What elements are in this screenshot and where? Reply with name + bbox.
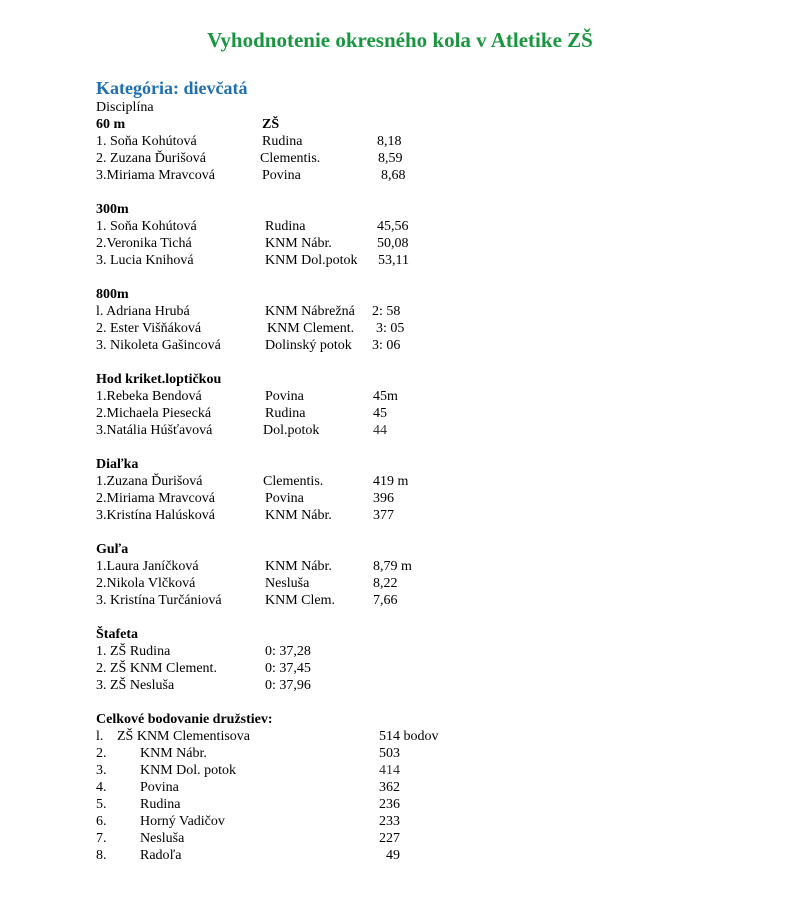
rank: 3. [96,763,107,778]
school-name: KNM Clem. [265,593,335,608]
result-value: 8,68 [381,168,406,183]
athlete-name: l. Adriana Hrubá [96,304,190,319]
rank: l. [96,729,104,744]
athlete-name: 3. Lucia Knihová [96,253,194,268]
athlete-name: 3.Miriama Mravcová [96,168,215,183]
team-name: 3. ZŠ Nesluša [96,678,175,693]
points: 49 [386,848,400,863]
school-name: Rudina [262,134,303,149]
athlete-name: 2.Michaela Piesecká [96,406,212,421]
points: 236 [379,797,400,812]
result-value: 50,08 [377,236,409,251]
school-name: Nesluša [265,576,310,591]
result-value: 0: 37,96 [265,678,311,693]
school-name: Rudina [140,797,181,812]
athlete-name: 3. Kristína Turčániová [96,593,222,608]
result-value: 419 m [373,474,409,489]
result-value: 45,56 [377,219,409,234]
school-name: KNM Nábr. [265,559,332,574]
result-value: 45m [373,389,398,404]
school-name: Dolinský potok [265,338,352,353]
points: 514 bodov [379,729,439,744]
school-name: Rudina [265,406,306,421]
school-name: ZŠ KNM Clementisova [117,729,250,744]
result-value: 8,18 [377,134,402,149]
school-name: KNM Dol. potok [140,763,237,778]
athlete-name: 1. Soňa Kohútová [96,219,197,234]
result-value: 3: 06 [372,338,401,353]
result-value: 7,66 [373,593,398,608]
school-name: KNM Nábr. [265,508,332,523]
school-name: KNM Nábrežná [265,304,355,319]
points: 362 [379,780,400,795]
result-value: 396 [373,491,394,506]
rank: 8. [96,848,107,863]
athlete-name: 3. Nikoleta Gašincová [96,338,221,353]
school-name: KNM Clement. [267,321,355,336]
result-value: 44 [373,423,387,438]
section-title: 800m [96,287,129,302]
rank: 5. [96,797,107,812]
athlete-name: 1.Rebeka Bendová [96,389,202,404]
result-value: 0: 37,45 [265,661,311,676]
school-name: Povina [265,491,304,506]
section-title: 300m [96,202,129,217]
school-name: Clementis. [263,474,324,489]
result-value: 45 [373,406,387,421]
section-title: Štafeta [96,627,138,642]
school-name: Radoľa [140,848,182,863]
athlete-name: 2. Zuzana Ďurišová [96,151,207,166]
school-name: Povina [140,780,179,795]
category-heading: Kategória: dievčatá [96,78,248,98]
athlete-name: 2. Ester Višňáková [96,321,202,336]
athlete-name: 3.Natália Húšťavová [96,423,213,438]
discipline-label: Disciplína [96,100,154,115]
school-name: Horný Vadičov [140,814,225,829]
points: 414 [379,763,400,778]
school-name: Nesluša [140,831,185,846]
section-title: Diaľka [96,457,139,472]
result-value: 8,59 [378,151,403,166]
athlete-name: 1.Laura Janíčková [96,559,199,574]
athlete-name: 1.Zuzana Ďurišová [96,474,203,489]
result-value: 8,22 [373,576,398,591]
rank: 4. [96,780,107,795]
school-column-header: ZŠ [262,117,280,132]
section-title: Guľa [96,542,129,557]
points: 233 [379,814,400,829]
rank: 6. [96,814,107,829]
school-name: Clementis. [260,151,321,166]
result-value: 2: 58 [372,304,401,319]
page-title: Vyhodnotenie okresného kola v Atletike ZŠ [207,28,593,52]
athlete-name: 1. Soňa Kohútová [96,134,197,149]
result-value: 377 [373,508,394,523]
rank: 2. [96,746,107,761]
team-name: 1. ZŠ Rudina [96,644,171,659]
team-name: 2. ZŠ KNM Clement. [96,661,217,676]
school-name: Dol.potok [263,423,320,438]
section-title: Celkové bodovanie družstiev: [96,712,273,727]
athlete-name: 2.Veronika Tichá [96,236,192,251]
athlete-name: 2.Miriama Mravcová [96,491,215,506]
athlete-name: 2.Nikola Vlčková [96,576,196,591]
school-name: Rudina [265,219,306,234]
rank: 7. [96,831,107,846]
result-value: 8,79 m [373,559,412,574]
school-name: KNM Nábr. [265,236,332,251]
result-value: 0: 37,28 [265,644,311,659]
school-name: KNM Dol.potok [265,253,358,268]
section-title: 60 m [96,117,126,132]
points: 503 [379,746,400,761]
section-title: Hod kriket.loptičkou [96,372,222,387]
athlete-name: 3.Kristína Halúsková [96,508,215,523]
result-value: 53,11 [378,253,409,268]
school-name: Povina [262,168,301,183]
result-value: 3: 05 [376,321,405,336]
points: 227 [379,831,400,846]
school-name: KNM Nábr. [140,746,207,761]
school-name: Povina [265,389,304,404]
